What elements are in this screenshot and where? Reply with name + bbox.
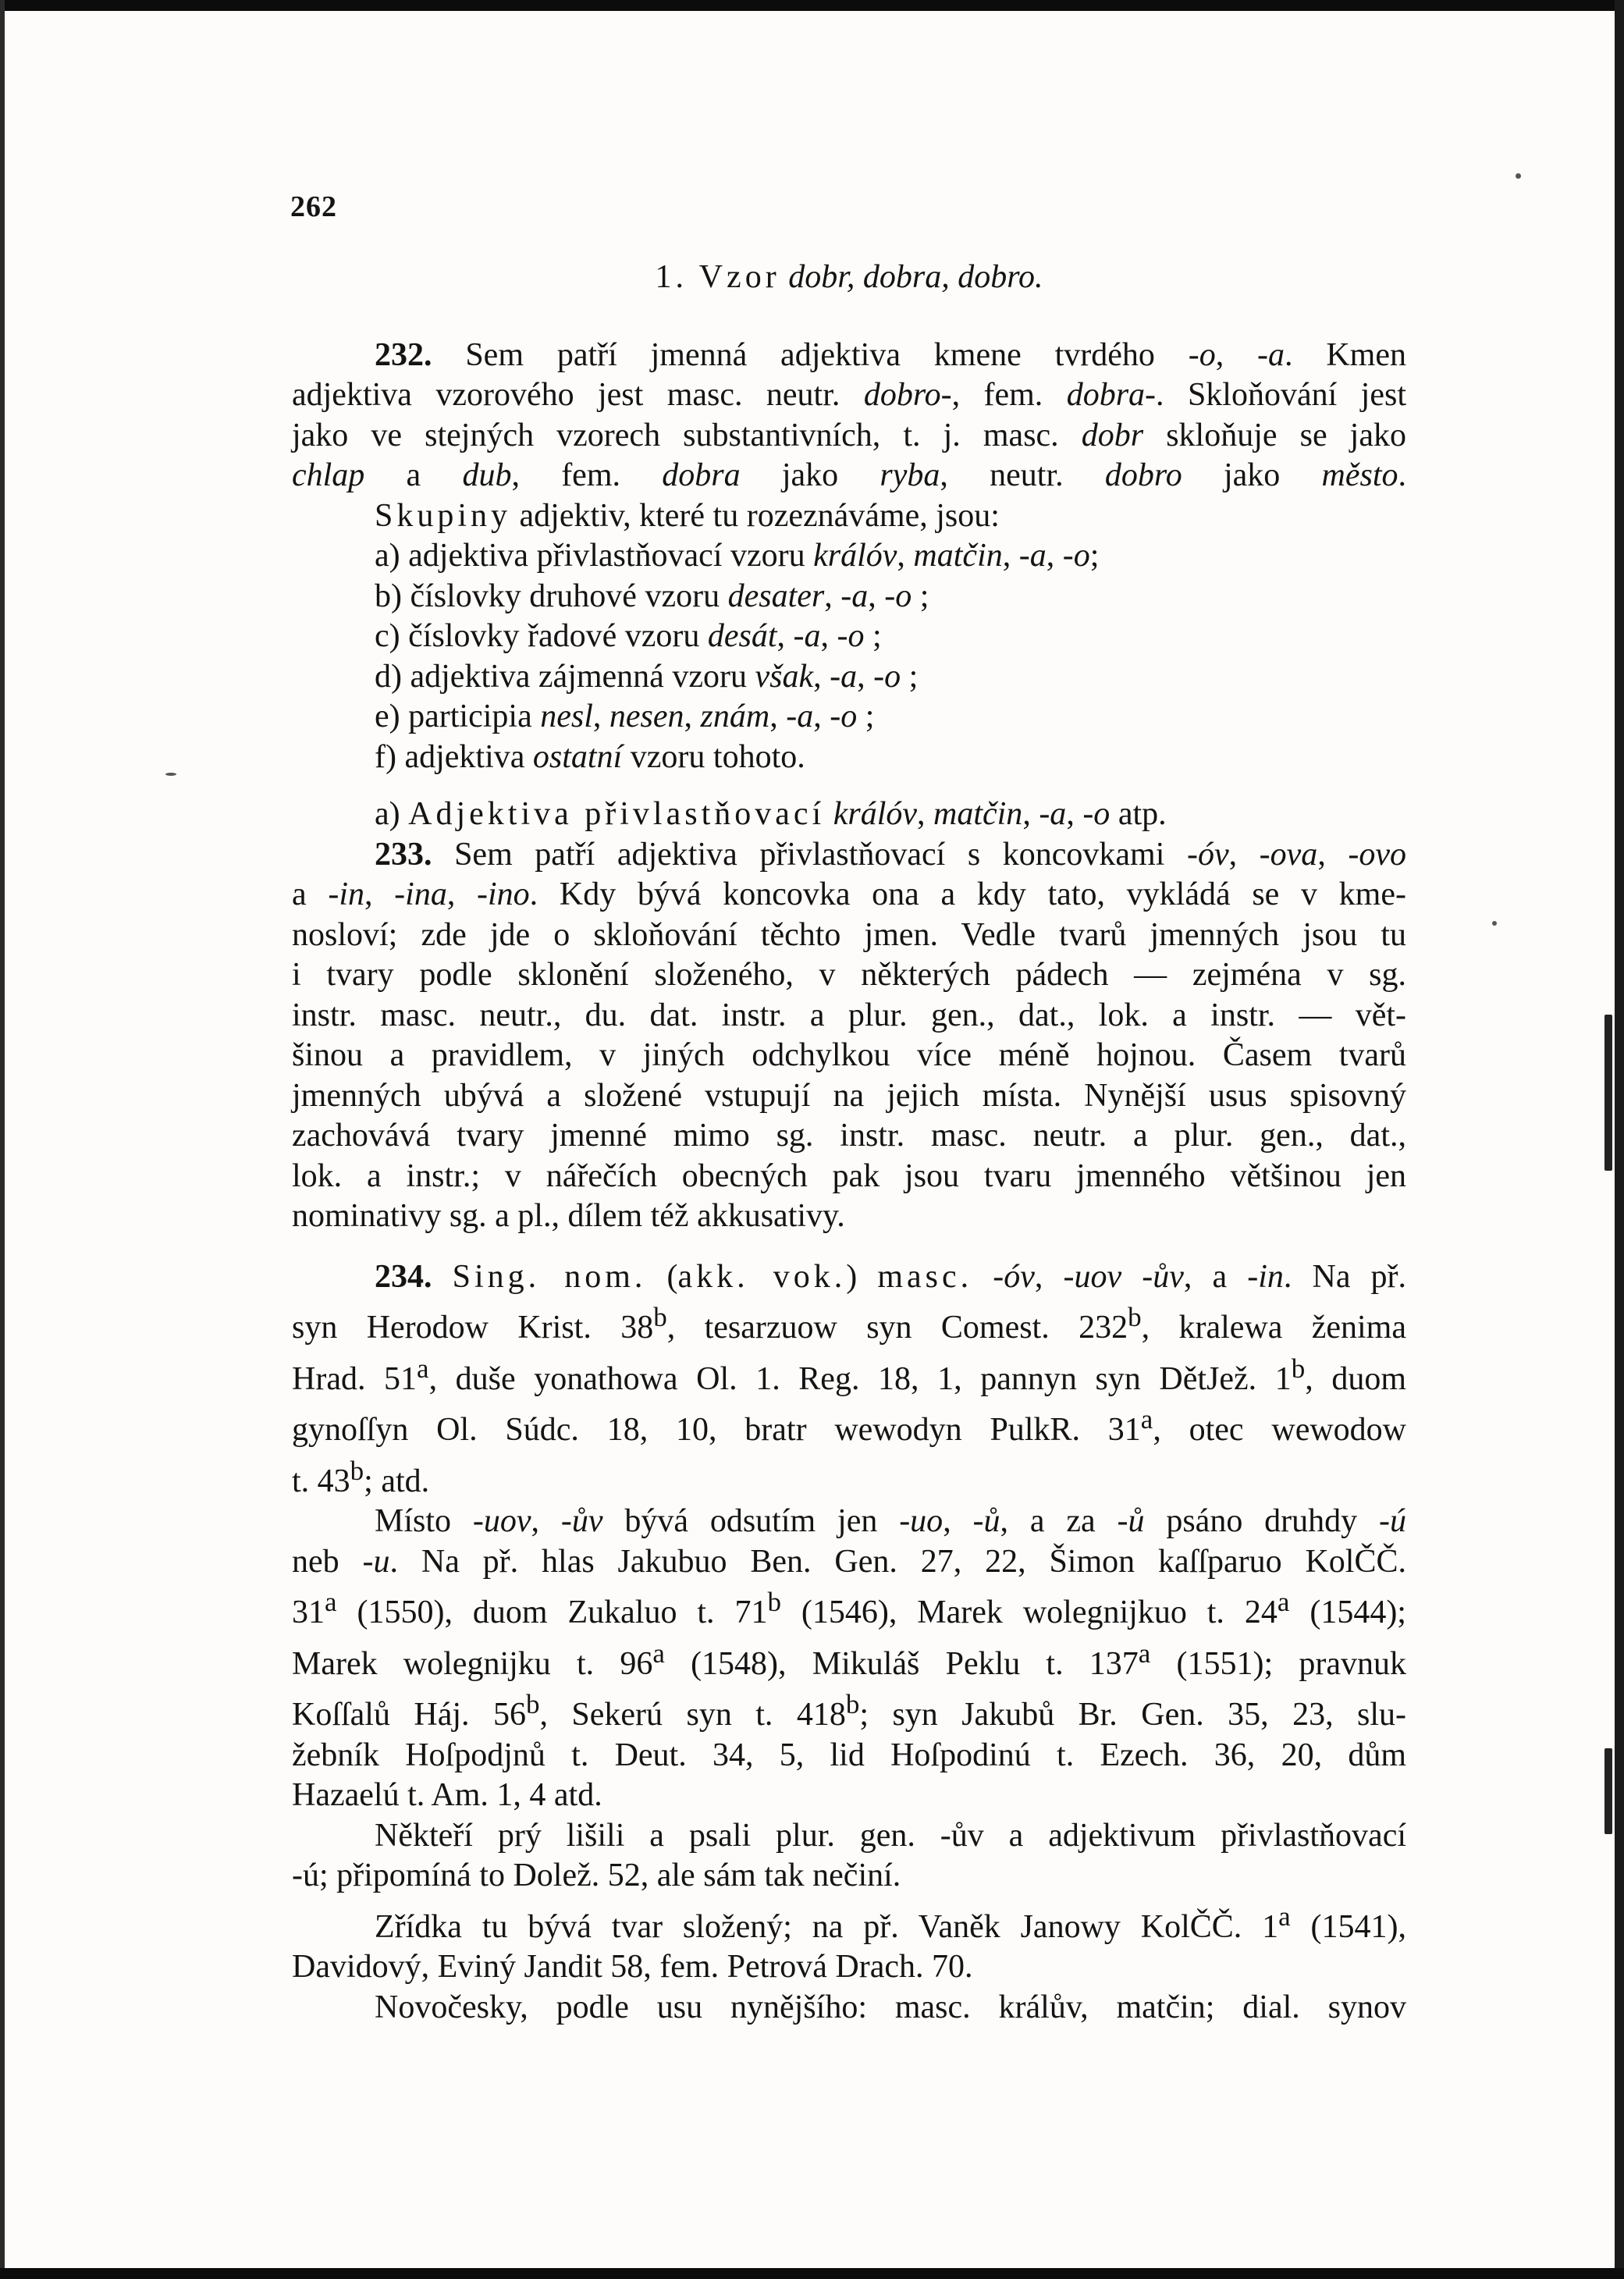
para-232-line: chlap a dub, fem. dobra jako ryba, neutr. dobro jako město. <box>292 457 1407 493</box>
scan-border-bottom <box>0 2268 1624 2279</box>
section-heading-forms: dobr, dobra, dobro. <box>788 259 1043 295</box>
scan-border-right <box>1615 0 1624 2279</box>
para-233-line: jmenných ubývá a složené vstupují na jejich místa. Nynější usus spisovný <box>292 1077 1406 1114</box>
para-zridka-line: Zřídka tu bývá tvar složený; na př. Vaněk Janowy KolČČ. 1$^a$ (1541), <box>375 1900 1406 1945</box>
list-item-d: d) adjektiva zájmenná vzoru však, -a, -o ; <box>375 658 919 695</box>
para-234-line: syn Herodow Krist. 38$^b$, tesarzuow syn Comest. 232$^b$, kralewa ženima <box>292 1302 1406 1346</box>
para-zridka-line: Davidový, Eviný Jandit 58, fem. Petrová Drach. 70. <box>292 1949 973 1985</box>
list-item-f: f) adjektiva ostatní vzoru tohoto. <box>375 738 805 775</box>
page-body <box>292 258 1406 2028</box>
para-233-line: 233. Sem patří adjektiva přivlastňovací s koncovkami -óv, -ova, -ovo <box>375 836 1407 873</box>
scan-speck <box>1492 921 1497 926</box>
para-234-line: 234. Sing. nom. (akk. vok.) masc. -óv, -uov -ův, a -in. Na př. <box>375 1258 1407 1295</box>
para-novocesky-line: Novočesky, podle usu nynějšího: masc. králův, matčin; dial. synov <box>375 1989 1406 2025</box>
para-233-line: instr. masc. neutr., du. dat. instr. a plur. gen., dat., lok. a instr. — vět- <box>292 997 1406 1033</box>
para-233-line: zachovává tvary jmenné mimo sg. instr. masc. neutr. a plur. gen., dat., <box>292 1118 1406 1154</box>
para-234-line: t. 43$^b$; atd. <box>292 1455 430 1499</box>
para-234-line: gynoſſyn Ol. Súdc. 18, 10, bratr wewodyn PulkR. 31$^a$, otec wewodow <box>292 1404 1406 1448</box>
scan-speck <box>165 773 176 776</box>
para-misto-line: žebník Hoſpodjnů t. Deut. 34, 5, lid Hoſpodinú t. Ezech. 36, 20, dům <box>292 1737 1406 1773</box>
para-233-line: a -in, -ina, -ino. Kdy bývá koncovka ona a kdy tato, vykládá se v kme- <box>292 876 1406 912</box>
para-233-line: šinou a pravidlem, v jiných odchylkou více méně hojnou. Časem tvarů <box>292 1037 1406 1073</box>
para-misto-line: Hazaelú t. Am. 1, 4 atd. <box>292 1777 602 1813</box>
page-number: 262 <box>290 190 337 223</box>
scan-speck <box>1516 173 1521 179</box>
para-misto-line: 31$^a$ (1550), duom Zukaluo t. 71$^b$ (1546), Marek wolegnijkuo t. 24$^a$ (1544); <box>292 1587 1406 1630</box>
para-232-line: jako ve stejných vzorech substantivních, t. j. masc. dobr skloňuje se jako <box>292 417 1406 453</box>
para-misto-line: Místo -uov, -ův bývá odsutím jen -uo, -ů, a za -ů psáno druhdy -ú <box>375 1503 1406 1539</box>
para-233-line: nominativy sg. a pl., dílem též akkusativy. <box>292 1198 845 1234</box>
para-232-line: adjektiva vzorového jest masc. neutr. dobro-, fem. dobra-. Skloňování jest <box>292 377 1407 413</box>
subsection-heading: a) Adjektiva přivlastňovací králóv, matčin, -a, -o atp. <box>375 796 1167 832</box>
list-item-c: c) číslovky řadové vzoru desát, -a, -o ; <box>375 618 882 654</box>
scan-speck <box>1604 1015 1612 1171</box>
para-233-line: lok. a instr.; v nářečích obecných pak jsou tvaru jmenného většinou jen <box>292 1157 1406 1194</box>
scan-border-top <box>0 0 1624 11</box>
para-233-line: nosloví; zde jde o skloňování těchto jmen. Vedle tvarů jmenných jsou tu <box>292 916 1406 953</box>
list-item-a: a) adjektiva přivlastňovací vzoru králóv, matčin, -a, -o; <box>375 538 1100 574</box>
list-item-e: e) participia nesl, nesen, znám, -a, -o ; <box>375 699 875 734</box>
para-misto-line: Koſſalů Háj. 56$^b$, Sekerú syn t. 418$^b$; syn Jakubů Br. Gen. 35, 23, slu- <box>292 1689 1406 1733</box>
para-misto-line: Marek wolegnijku t. 96$^a$ (1548), Mikuláš Peklu t. 137$^a$ (1551); pravnuk <box>292 1637 1406 1682</box>
para-nekteri-line: Někteří prý lišili a psali plur. gen. -ův a adjektivum přivlastňovací <box>375 1817 1406 1854</box>
groups-intro: Skupiny adjektiv, které tu rozeznáváme, jsou: <box>375 497 1000 534</box>
para-misto-line: neb -u. Na př. hlas Jakubuo Ben. Gen. 27, 22, Šimon kaſſparuo KolČČ. <box>292 1543 1406 1580</box>
section-heading <box>292 258 1406 298</box>
para-nekteri-line: -ú; připomíná to Dolež. 52, ale sám tak nečiní. <box>292 1858 901 1893</box>
scan-speck <box>1604 1748 1612 1834</box>
scan-border-left <box>0 0 5 2279</box>
section-heading-prefix: 1. Vzor <box>655 259 780 295</box>
list-item-b: b) číslovky druhové vzoru desater, -a, -o ; <box>375 578 929 614</box>
para-232-line: 232. Sem patří jmenná adjektiva kmene tvrdého -o, -a. Kmen <box>375 336 1406 373</box>
para-234-line: Hrad. 51$^a$, duše yonathowa Ol. 1. Reg. 18, 1, pannyn syn DětJež. 1$^b$, duom <box>292 1353 1406 1397</box>
para-233-line: i tvary podle sklonění složeného, v některých pádech — zejména v sg. <box>292 957 1406 993</box>
